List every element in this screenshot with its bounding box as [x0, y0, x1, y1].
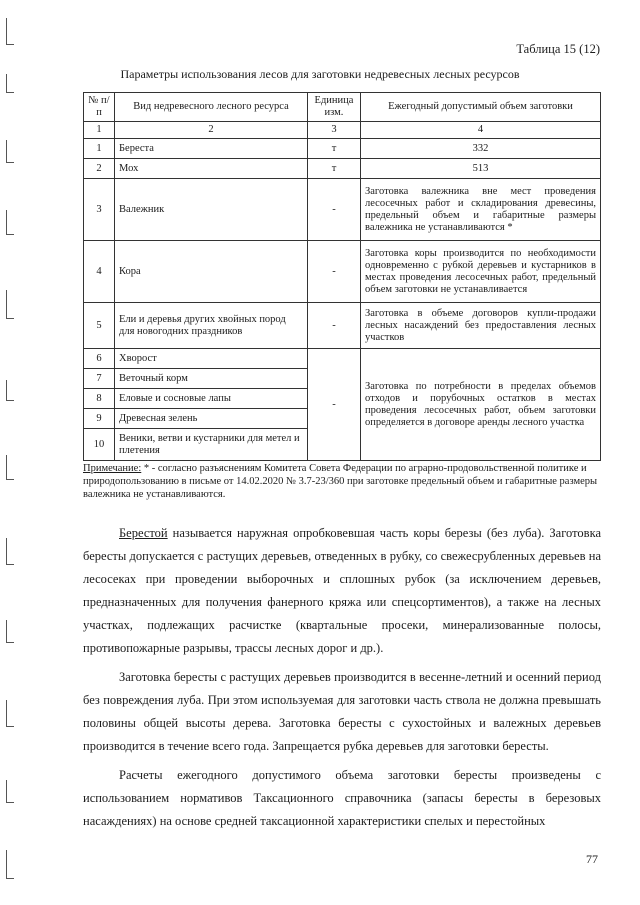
binding-mark	[6, 780, 7, 802]
table-index-row	[84, 122, 601, 139]
row-num: 5	[84, 303, 115, 349]
row-unit: т	[308, 139, 361, 159]
binding-mark	[6, 140, 7, 162]
binding-mark	[6, 850, 7, 878]
paragraph: Заготовка бересты с растущих деревьев производится в весенне-летний и осенний период без повреждения луба. При этом используемая для заготовки часть ствола не должна превышать половины общей высоты дерева. Заготовка бересты с сухостойных и валежных деревьев производится в течение всего года. Запрещается рубка деревьев для заготовки бересты.	[83, 670, 601, 753]
row-unit: -	[308, 179, 361, 241]
index-cell: 3	[308, 122, 361, 139]
binding-mark	[6, 455, 7, 479]
binding-mark	[6, 290, 7, 318]
binding-mark	[6, 878, 14, 879]
row-num: 9	[84, 409, 115, 429]
row-volume: 513	[361, 159, 601, 179]
row-resource: Валежник	[115, 179, 308, 241]
paragraph	[83, 522, 601, 660]
note-label: Примечание:	[83, 463, 142, 474]
row-resource: Древесная зелень	[115, 409, 308, 429]
binding-mark	[6, 92, 14, 93]
row-unit: -	[308, 241, 361, 303]
table-row	[84, 241, 601, 303]
row-num: 3	[84, 179, 115, 241]
row-resource: Ели и деревья других хвойных пород для новогодних праздников	[115, 303, 308, 349]
binding-mark	[6, 380, 7, 400]
table-note	[83, 462, 601, 501]
binding-mark	[6, 802, 14, 803]
body-text	[83, 522, 601, 839]
header-num: № п/п	[84, 93, 115, 122]
binding-mark	[6, 564, 14, 565]
row-resource: Кора	[115, 241, 308, 303]
row-resource: Веточный корм	[115, 369, 308, 389]
binding-mark	[6, 210, 7, 234]
row-volume: Заготовка валежника вне мест проведения лесосечных работ и складирования древесины, предельный объем и габаритные размеры валежника не устанавливаются *	[361, 179, 601, 241]
paragraph: Расчеты ежегодного допустимого объема заготовки бересты произведены с использованием нормативов Таксационного справочника (запасы бересты в березовых насаждениях) на основе средней таксационной характеристики спелых и перестойных	[83, 768, 601, 828]
document-title: Параметры использования лесов для заготовки недревесных лесных ресурсов	[120, 67, 520, 81]
index-cell: 2	[115, 122, 308, 139]
binding-mark	[6, 234, 14, 235]
table-row	[84, 179, 601, 241]
group-volume: Заготовка по потребности в пределах объемов отходов и порубочных остатков в местах проведения лесосечных работ, объем заготовки определяется в договоре аренды лесного участка	[361, 349, 601, 461]
binding-mark	[6, 18, 7, 44]
table-header-row	[84, 93, 601, 122]
table-row	[84, 159, 601, 179]
row-resource: Еловые и сосновые лапы	[115, 389, 308, 409]
binding-mark	[6, 726, 14, 727]
row-num: 10	[84, 429, 115, 461]
row-resource: Береста	[115, 139, 308, 159]
row-volume: 332	[361, 139, 601, 159]
row-volume: Заготовка коры производится по необходимости одновременно с рубкой деревьев и кустарников в местах проведения лесосечных работ, предельный объем заготовки не устанавливается	[361, 241, 601, 303]
table-label: Таблица 15 (12)	[516, 42, 600, 56]
binding-mark	[6, 318, 14, 319]
row-num: 2	[84, 159, 115, 179]
binding-mark	[6, 700, 7, 726]
row-num: 7	[84, 369, 115, 389]
page-number: 77	[586, 852, 598, 866]
row-num: 4	[84, 241, 115, 303]
row-num: 8	[84, 389, 115, 409]
header-resource: Вид недревесного лесного ресурса	[115, 93, 308, 122]
note-text: * - согласно разъяснениям Комитета Совета Федерации по аграрно-продовольственной политике и природопользованию в письме от 14.02.2020 № 3.7-23/360 при заготовке предельный объем и габаритные размеры валежника не устанавливаются.	[83, 463, 598, 501]
binding-mark	[6, 44, 14, 45]
table-row	[84, 139, 601, 159]
index-cell: 1	[84, 122, 115, 139]
index-cell: 4	[361, 122, 601, 139]
table-row	[84, 349, 601, 369]
binding-mark	[6, 162, 14, 163]
row-resource: Мох	[115, 159, 308, 179]
binding-mark	[6, 538, 7, 564]
table-row	[84, 303, 601, 349]
binding-mark	[6, 479, 14, 480]
group-unit: -	[308, 349, 361, 461]
header-unit: Единица изм.	[308, 93, 361, 122]
row-num: 1	[84, 139, 115, 159]
row-resource: Хворост	[115, 349, 308, 369]
binding-mark	[6, 400, 14, 401]
binding-mark	[6, 642, 14, 643]
row-num: 6	[84, 349, 115, 369]
row-unit: т	[308, 159, 361, 179]
parameters-table	[83, 92, 601, 461]
row-resource: Веники, ветви и кустарники для метел и плетения	[115, 429, 308, 461]
header-volume: Ежегодный допустимый объем заготовки	[361, 93, 601, 122]
term-beresta: Берестой	[119, 526, 168, 540]
paragraph-text: называется наружная опробковевшая часть коры березы (без луба). Заготовка бересты допускается с растущих деревьев, отведенных в рубку, со свежесрубленных деревьев на лесосеках при проведении выборочных и сплошных рубок (за исключением деревьев, предназначенных для получения фанерного кряжа или спецсортиментов), а также на лесных участках, подлежащих расчистке (квартальные просеки, минерализованные полосы, противопожарные разрывы, трассы лесных дорог и др.).	[83, 526, 601, 655]
row-unit: -	[308, 303, 361, 349]
binding-mark	[6, 620, 7, 642]
row-volume: Заготовка в объеме договоров купли-продажи лесных насаждений без предоставления лесных участков	[361, 303, 601, 349]
